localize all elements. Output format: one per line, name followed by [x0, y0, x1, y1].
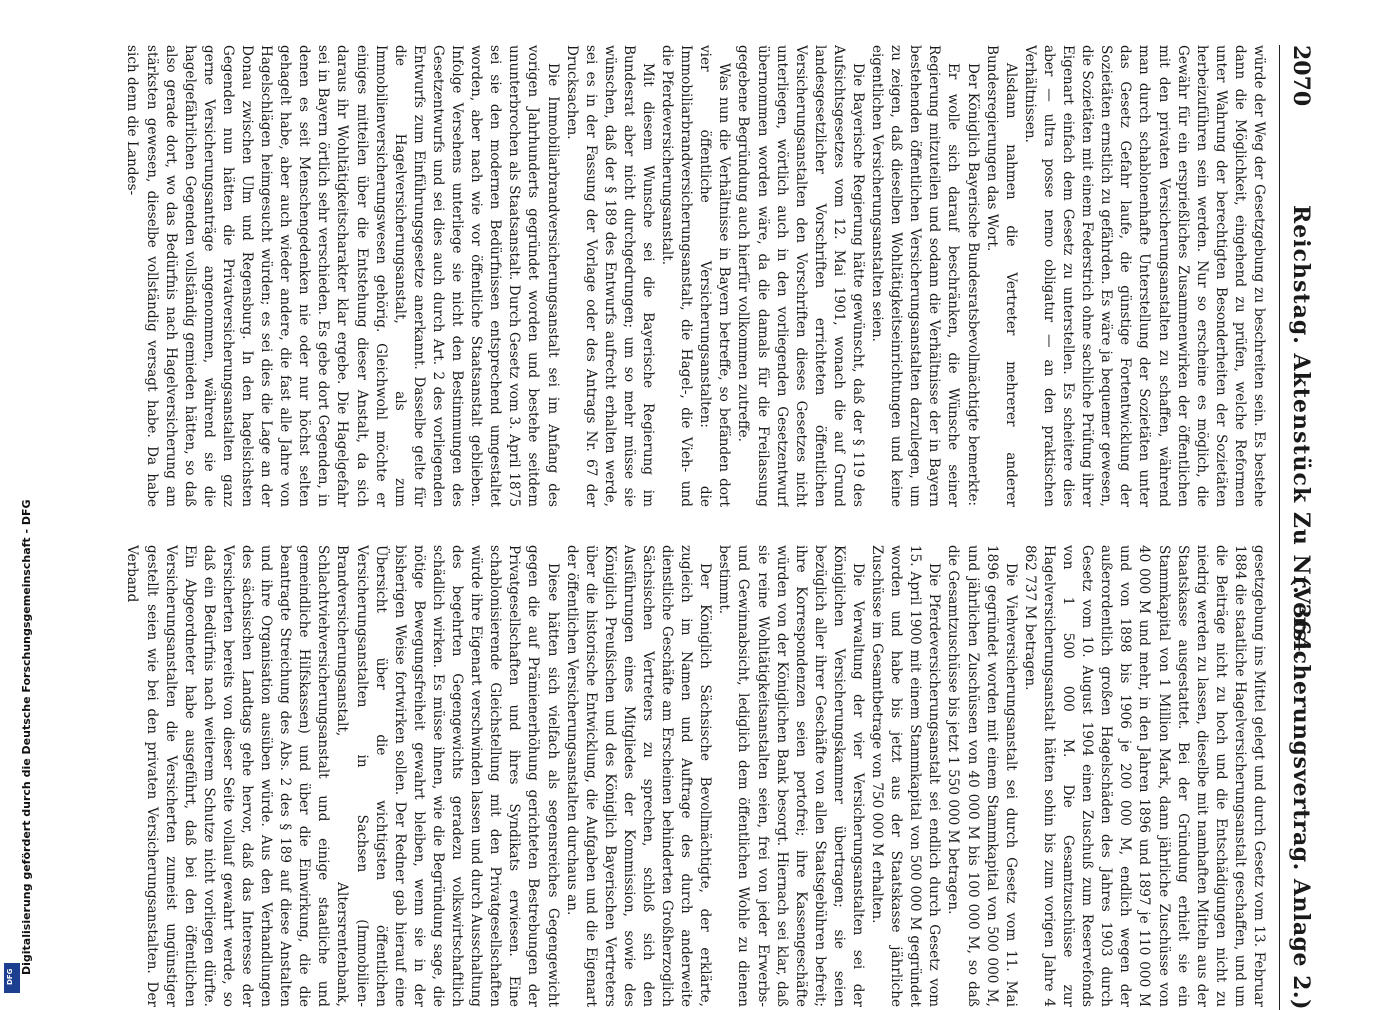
section-title: (Versicherungsvertrag. Anlage 2.) [1288, 575, 1314, 1010]
paragraph: gesetzgebung ins Mittel gelegt und durch Gesetz vom 13. Februar 1884 die staatliche Hagelversicherungsanstalt geschaffen, und um die Beiträge nicht zu hoch und die Entschädigungen nicht zu niedrig werden zu lassen, dieselbe mit namhaften Mitteln aus der Staatskasse ausgestattet. Bei der Gründung erhielt sie ein Stammkapital von 1 Million Mark, dann jährliche Zuschüsse von 40 000 M und mehr, in den Jahren 1896 und 1897 je 110 000 M und von 1898 bis 1906 je 200 000 M, endlich wegen der außerordentlich großen Hagelschäden des Jahres 1903 durch Gesetz vom 10. August 1904 einen Zuschuß zum Reservefonds von 1 500 000 M. Die Gesamtzuschüsse zur Hagelversicherungsanstalt hätten sohin bis zum vorigen Jahre 4 862 737 M betragen. [1021, 545, 1267, 1007]
paragraph: Diese hätten sich vielfach als segensreiches Gegengewicht gegen die auf Prämienerhöhung gerichteten Bestrebungen der Privatgesellschaften und ihres Syndikats erwiesen. Eine schablonisierende Gleichstellung mit den Privatgesellschaften würde ihre Eigenart verschwinden lassen und durch Ausschaltung des begehrten Gegengewichts geradezu volkswirtschaftlich schädlich wirken. Es müsse ihnen, wie die Begründung sage, die nötige Bewegungsfreiheit gewahrt bleiben, wenn sie in der bisherigen Weise fortwirken sollen. Der Redner gab hierauf eine Übersicht über die wichtigsten öffentlichen Versicherungsanstalten in Sachsen (Immobilien-Brandversicherungsanstalt, Altersrentenbank, Schlachtviehversicherungsanstalt und einige staatliche und gemeindliche Hilfskassen) und über die Einwirkung, die die beantragte Streichung des Abs. 2 des § 189 auf diese Anstalten und ihre Organisation ausüben würde. Aus den Verhandlungen des sächsischen Landtags gehe hervor, daß das Interesse der Versicherten bereits von dieser Seite vollauf gewahrt werde, so daß ein Bedürfnis nach weiterem Schutze nicht vorliegen dürfte. Ein Abgeordneter habe ausgeführt, daß bei den öffentlichen Versicherungsanstalten die Versicherten zumeist ungünstiger gestellt seien wie bei den privaten Versicherungsanstalten. Der Verband [124, 545, 561, 1007]
running-title: Reichstag. Aktenstück Zu Nr. 364. [1288, 205, 1314, 662]
paragraph: Die Bayerische Regierung hätte gewünscht, daß der § 119 des Aufsichtsgesetzes vom 12. Mai 1901, wonach die auf Grund landesgesetzlicher Vorschriften errichteten öffentlichen Versicherungsanstalten den Vorschriften dieses Gesetzes nicht unterliegen, wörtlich auch in den vorliegenden Gesetzentwurf übernommen worden wäre, da die damals für die Freilassung gegebene Begründung auch hierfür vollkommen zutreffe. [735, 45, 867, 507]
newspaper-page [75, 45, 1320, 1010]
paragraph: würde der Weg der Gesetzgebung zu beschreiten sein. Es bestehe dann die Möglichkeit, eingehend zu prüfen, welche Reformen unter Wahrung der berechtigten Besonderheiten der Sozietäten herbeizuführen sein werden. Nur so erscheine es möglich, die Gewähr für ein ersprießliches Zusammenwirken der öffentlichen mit den privaten Versicherungsanstalten zu schaffen, während man durch schablonenhafte Unterstellung der Sozietäten unter das Gesetz Gefahr laufe, die günstige Fortentwicklung der Sozietäten ernstlich zu gefährden. Es wäre ja bequemer gewesen, die Sozietäten mit einem Federstrich ohne sachliche Prüfung ihrer Eigenart einfach dem Gesetz zu unterstellen. Es scheitere dies aber — ultra posse nemo obligatur — an den praktischen Verhältnissen. [1021, 45, 1267, 507]
paragraph: Der Königlich Sächsische Bevollmächtigte, der erklärte, zugleich im Namen und Auftrage des durch anderweite dienstliche Geschäfte am Erscheinen behinderten Großherzoglich Sächsischen Vertreters zu sprechen, schloß sich den Ausführungen eines Mitgliedes der Kommission, sowie des Königlich Preußischen und des Königlich Bayerischen Vertreters über die historische Entwicklung, die Aufgaben und die Eigenart der öffentlichen Versicherungsanstalten durchaus an. [563, 545, 714, 1007]
paragraph: Die Pferdeversicherungsanstalt sei endlich durch Gesetz vom 15. April 1900 mit einem Stammkapital von 500 000 M gegründet worden und habe bis jetzt aus der Staatskasse jährliche Zuschüsse im Gesamtbetrage von 750 000 M erhalten. [869, 545, 943, 1007]
left-column [88, 45, 1268, 507]
paragraph: Mit diesem Wunsche sei die Bayerische Regierung im Bundesrat aber nicht durchgedrungen; um so mehr müsse sie wünschen, daß der § 189 des Entwurfs aufrecht erhalten werde, sei es in der Fassung der Vorlage oder des Antrags Nr. 67 der Drucksachen. [563, 45, 656, 507]
digitization-note: Digitalisierung gefördert durch die Deutsche Forschungsgemeinschaft - DFG [20, 499, 33, 975]
digitization-footer [0, 0, 33, 1000]
dfg-logo-icon [4, 963, 20, 993]
paragraph: Die Immobiliarbrandversicherungsanstalt sei im Anfang des vorigen Jahrhunderts gegründet worden und bestehe seitdem ununterbrochen als Staatsanstalt. Durch Gesetz vom 3. April 1875 sei sie den modernen Bedürfnissen entsprechend umgestaltet worden, aber nach wie vor öffentliche Staatsanstalt geblieben. Infolge Versehens unterliege sie nicht den Bestimmungen des Gesetzentwurfs und sei dies auch durch Art. 2 des vorliegenden Entwurfs zum Einführungsgesetze anerkannt. Dasselbe gelte für die Hagelversicherungsanstalt, als zum Immobilienversicherungswesen gehörig. Gleichwohl möchte er einiges mitteilen über die Entstehung dieser Anstalt, da sich daraus ihr Wohltätigkeitscharakter klar ergebe. Die Hagelgefahr sei in Bayern örtlich sehr verschieden. Es gebe dort Gegenden, in denen es seit Menschengedenken nie oder nur höchst selten gehagelt habe, aber auch wieder andere, die fast alle Jahre von Hagelschlägen heimgesucht würden; es sei dies die Lage an der Donau zwischen Ulm und Regensburg. In den hagelsichsten Gegenden nun hätten die Privatversicherungsanstalten ganz gerne Versicherungsanträge angenommen, während sie die hagelgefährlichen Gegenden vollständig gemieden hätten, so daß also gerade dort, wo das Bedürfnis nach Hagelversicherung am stärksten gewesen, dieselbe vollständig versagt habe. Da habe sich denn die Landes- [124, 45, 561, 507]
paragraph: Der Königlich Bayerische Bundesratsbevollmächtigte bemerkte: [964, 63, 981, 507]
paragraph: Alsdann nahmen die Vertreter mehrerer anderer Bundesregierungen das Wort. [983, 45, 1019, 507]
paragraph: Er wolle sich darauf beschränken, die Wünsche seiner Regierung mitzuteilen und sodann die Verhältnisse der in Bayern bestehenden öffentlichen Versicherungsanstalten darzulegen, um zu zeigen, daß dieselben Wohltätigkeitseinrichtungen und keine eigentlichen Versicherungsanstalten seien. [869, 45, 962, 507]
right-column [88, 545, 1268, 1007]
page-header [1279, 45, 1320, 1010]
dfg-logo-text: DFG [6, 968, 14, 985]
page-number: 2070 [1288, 45, 1314, 107]
paragraph: Die Verwaltung der vier Versicherungsanstalten sei der Königlichen Versicherungskammer übertragen; sie seien bezüglich aller ihrer Geschäfte von allen Staatsgebühren befreit; ihre Korrespondenzen seien portofrei; ihre Kassengeschäfte würden von der Königlichen Bank besorgt. Hiernach sei klar, daß sie reine Wohltätigkeitsanstalten seien, frei von jeder Erwerbs- und Gewinnabsicht, lediglich dem öffentlichen Wohle zu dienen bestimmt. [716, 545, 867, 1007]
paragraph: Die Viehversicherungsanstalt sei durch Gesetz vom 11. Mai 1896 gegründet worden mit einem Stammkapital von 500 000 M, und jährlichen Zuschüssen von 40 000 M bis 100 000 M, so daß die Gesamtzuschüsse bis jetzt 1 550 000 M betragen. [945, 545, 1019, 1007]
paragraph: Was nun die Verhältnisse in Bayern betreffe, so befänden dort vier öffentliche Versicherungsanstalten: die Immobiliarbrandversicherungsanstalt, die Hagel-, die Vieh- und die Pferdeversicherungsanstalt. [659, 45, 733, 507]
